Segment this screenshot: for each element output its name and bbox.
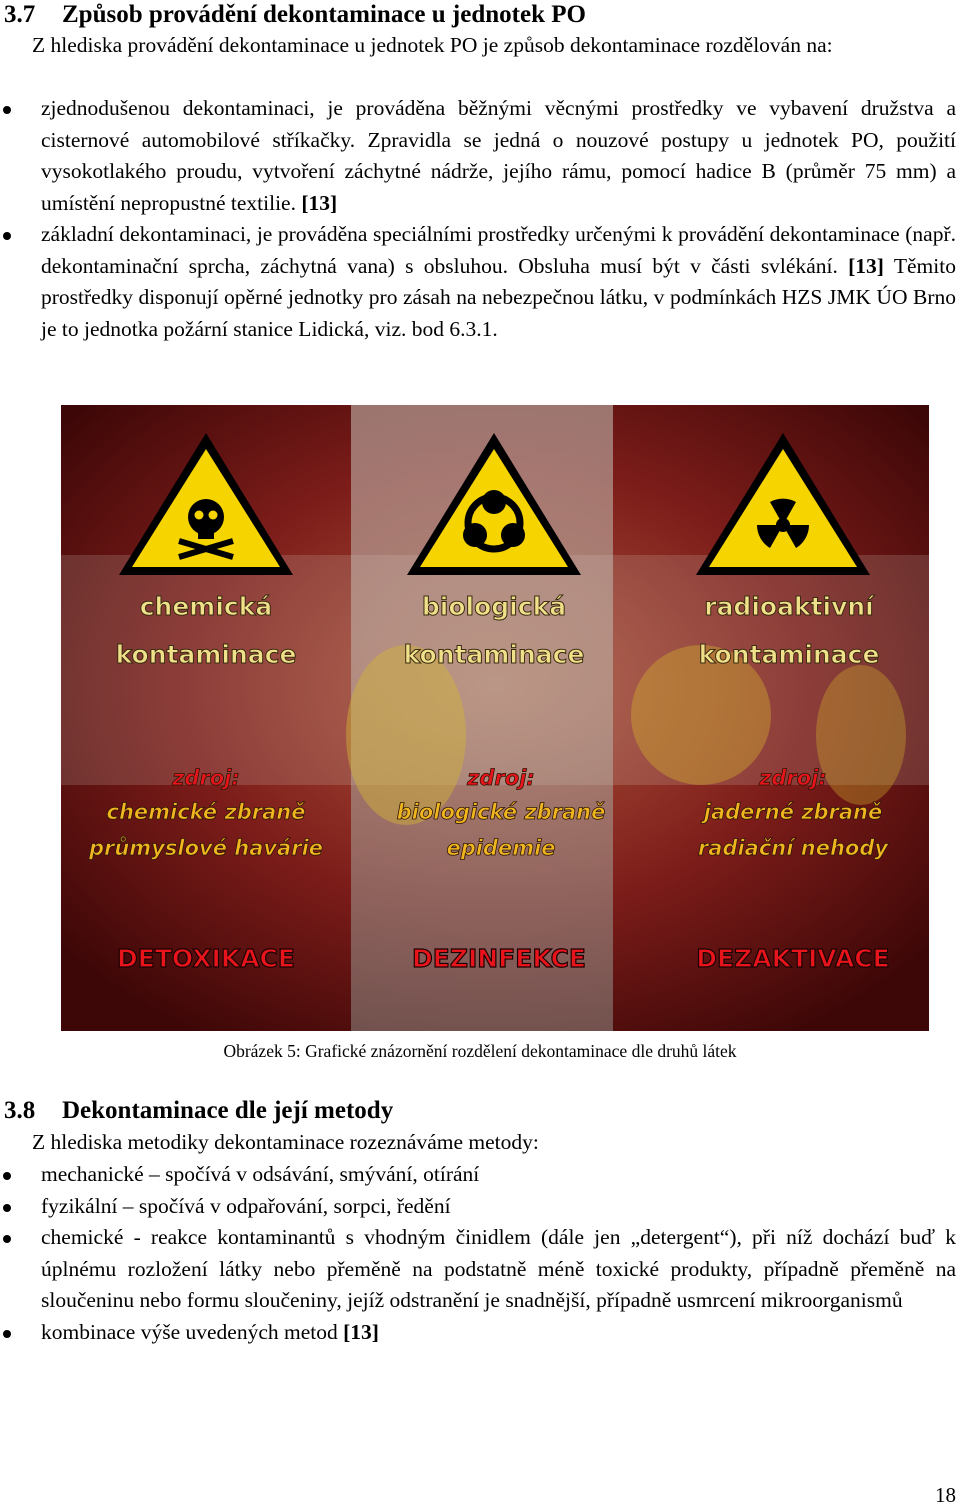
panel-title-line2: kontaminace <box>698 640 880 669</box>
bullet-icon <box>3 1172 11 1180</box>
source-line: chemické zbraně <box>106 800 306 824</box>
source-label: zdroj: <box>172 766 240 790</box>
section-heading-3-8 <box>4 1096 393 1126</box>
source-line: epidemie <box>446 836 556 860</box>
list-item-text-continued: Těmito prostředky disponují opěrné jednotky pro zásah na nebezpečnou látku, v podmínkách HZS JMK ÚO Brno je to jednotka požární stanice Lidická, viz. bod 6.3.1. <box>41 253 956 341</box>
list-item <box>0 1159 956 1191</box>
tanker-silhouette <box>61 555 929 785</box>
bullet-icon <box>3 106 11 114</box>
bullet-icon <box>3 232 11 240</box>
page-number: 18 <box>935 1483 956 1507</box>
list-item-text: základní dekontaminaci, je prováděna speciálními prostředky určenými k provádění dekontaminace (např. dekontaminační sprcha, záchytná vana) s obsluhou. Obsluha musí být v části svlékání. <box>41 222 956 278</box>
section-number: 3.8 <box>4 1097 36 1124</box>
source-line: biologické zbraně <box>396 800 606 824</box>
citation-ref: [13] <box>343 1319 379 1344</box>
panel-title-line1: radioaktivní <box>704 592 874 621</box>
figure-caption: Obrázek 5: Grafické znázornění rozdělení dekontaminace dle druhů látek <box>223 1041 737 1061</box>
list-item <box>0 93 956 219</box>
source-line: průmyslové havárie <box>88 836 324 860</box>
figure-graphic <box>61 405 929 1031</box>
protective-suit-figure <box>816 665 906 805</box>
section-title: Dekontaminace dle její metody <box>62 1097 394 1124</box>
bullet-icon <box>3 1204 11 1212</box>
list-item-text: zjednodušenou dekontaminaci, je prováděna běžnými věcnými prostředky ve vybavení družstva a cisternové automobilové stříkačky. Zpravidla se jedná o nouzové postupy u jednotek PO, použití vysokotlakého proudu, vytvoření záchytné nádrže, jejího rámu, pomocí hadice B (průměr 75 mm) a umístění nepropustné textilie. <box>41 96 956 215</box>
list-item <box>0 1191 956 1223</box>
bullet-icon <box>3 1330 11 1338</box>
panel-title-line1: chemická <box>139 592 273 621</box>
section-intro: Z hlediska provádění dekontaminace u jednotek PO je způsob dekontaminace rozdělován na: <box>32 33 833 57</box>
panel-title-line2: kontaminace <box>403 640 585 669</box>
panel-title-line2: kontaminace <box>115 640 297 669</box>
list-item-text: fyzikální – spočívá v odpařování, sorpci, ředění <box>41 1193 451 1218</box>
decontamination-figure <box>61 405 929 1031</box>
section-heading-3-7 <box>4 0 586 30</box>
citation-ref: [13] <box>301 190 338 215</box>
source-label: zdroj: <box>759 766 827 790</box>
method-label: DEZINFEKCE <box>411 944 587 973</box>
source-label: zdroj: <box>467 766 535 790</box>
list-item-text: kombinace výše uvedených metod <box>41 1319 338 1344</box>
list-item-text: chemické - reakce kontaminantů s vhodným činidlem (dále jen „detergent“), při níž dochází buď k úplnému rozložení látky nebo přeměně na podstatně méně toxické produkty, případně přeměně na sloučeninu nebo formu sloučeniny, jejíž odstranění je snadnější, případně usmrcení mikroorganismů <box>41 1225 956 1312</box>
protective-suit-figure <box>346 645 466 825</box>
list-item <box>0 1222 956 1317</box>
panel-title-line1: biologická <box>421 592 567 621</box>
section-number: 3.7 <box>4 1 36 28</box>
method-label: DETOXIKACE <box>117 944 295 973</box>
section-intro: Z hlediska metodiky dekontaminace rozeznáváme metody: <box>32 1130 539 1154</box>
list-item <box>0 219 956 345</box>
source-line: radiační nehody <box>697 836 889 860</box>
citation-ref: [13] <box>848 253 884 278</box>
list-item-text: mechanické – spočívá v odsávání, smývání, otírání <box>41 1162 480 1186</box>
bullet-icon <box>3 1235 11 1243</box>
method-label: DEZAKTIVACE <box>696 944 890 973</box>
section-title: Způsob provádění dekontaminace u jednotek PO <box>62 1 586 28</box>
bullet-list-methods <box>0 1159 956 1348</box>
bullet-list-decontamination-types <box>0 93 956 345</box>
source-line: jaderné zbraně <box>703 800 883 824</box>
list-item <box>0 1317 956 1349</box>
